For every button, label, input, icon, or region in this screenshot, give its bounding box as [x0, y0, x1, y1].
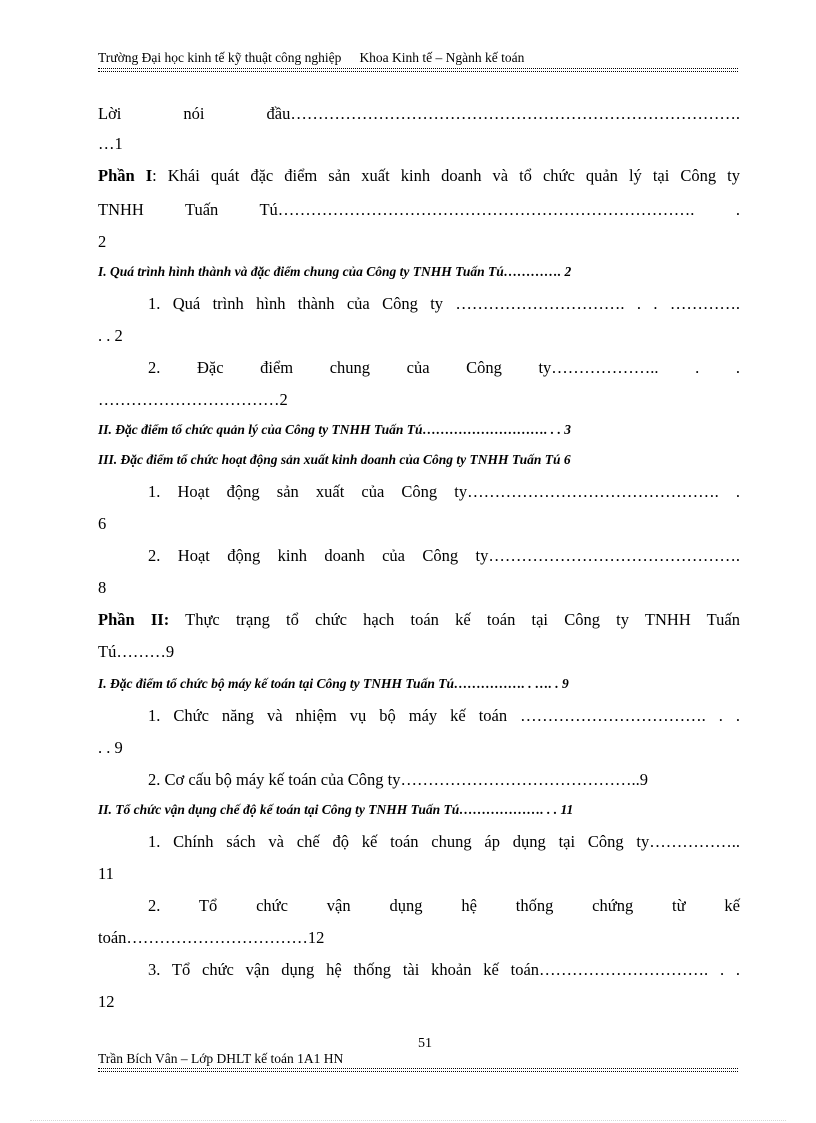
- toc-item-2-1-1-page: . . 9: [98, 738, 123, 757]
- toc-part2-label: Phần II:: [98, 610, 170, 629]
- toc-intro-page: …1: [98, 134, 123, 153]
- toc-part2-title: [98, 610, 740, 630]
- header-school: Trường Đại học kinh tế kỹ thuật công nghiệp: [98, 50, 342, 65]
- toc-section-2-2: II. Tổ chức vận dụng chế độ kế toán tại Công ty TNHH Tuấn Tú………………. . . 11: [98, 802, 574, 817]
- toc-item-1-1-2: 2. Đặc điểm chung của Công ty……………….. . .: [148, 358, 740, 377]
- footer-rule: [98, 1068, 738, 1072]
- toc-item-1-3-1: 1. Hoạt động sản xuất của Công ty………………………………………. .: [148, 482, 740, 501]
- toc-item-2-2-1: 1. Chính sách và chế độ kế toán chung áp dụng tại Công ty……………..: [148, 832, 740, 851]
- toc-part1-title: [98, 166, 740, 186]
- toc-item-2-2-1-page: 11: [98, 864, 114, 883]
- header-department: Khoa Kinh tế – Ngành kế toán: [359, 50, 525, 65]
- page-footer: Trần Bích Vân – Lớp DHLT kế toán 1A1 HN: [98, 1051, 344, 1066]
- toc-section-1-3: III. Đặc điểm tổ chức hoạt động sản xuất kinh doanh của Công ty TNHH Tuấn Tú 6: [98, 452, 571, 467]
- toc-part1-text: : Khái quát đặc điểm sản xuất kinh doanh và tổ chức quản lý tại Công ty: [152, 166, 740, 185]
- toc-part2-title-cont: Tú………9: [98, 642, 175, 661]
- toc-item-1-1-1-page: . . 2: [98, 326, 123, 345]
- toc-part1-title-cont: TNHH Tuấn Tú…………………………………………………………………. .: [98, 200, 740, 219]
- toc-part1-label: Phần I: [98, 166, 153, 185]
- toc-section-1-1: I. Quá trình hình thành và đặc điểm chung của Công ty TNHH Tuấn Tú…………. 2: [98, 264, 572, 279]
- toc-section-2-1: I. Đặc điểm tổ chức bộ máy kế toán tại Công ty TNHH Tuấn Tú……………. . …. . 9: [98, 676, 569, 691]
- toc-item-1-3-1-page: 6: [98, 514, 107, 533]
- toc-item-1-3-2-page: 8: [98, 578, 107, 597]
- page-bottom-rule: [30, 1120, 786, 1121]
- page-header: [98, 50, 524, 66]
- toc-item-2-2-3: 3. Tổ chức vận dụng hệ thống tài khoản kế toán…………………………. . .: [148, 960, 740, 979]
- header-rule: [98, 68, 738, 72]
- toc-item-1-1-2-cont: ……………………………2: [98, 390, 288, 409]
- toc-item-1-1-1: 1. Quá trình hình thành của Công ty …………………………. . . ………….: [148, 294, 740, 313]
- toc-section-1-2: II. Đặc điểm tổ chức quản lý của Công ty TNHH Tuấn Tú………………………. . . 3: [98, 422, 571, 437]
- page-number: 51: [418, 1036, 432, 1051]
- toc-item-2-1-1: 1. Chức năng và nhiệm vụ bộ máy kế toán ……………………………. . .: [148, 706, 740, 725]
- toc-item-2-1-2: 2. Cơ cấu bộ máy kế toán của Công ty……………………………………..9: [148, 770, 649, 789]
- toc-item-1-3-2: 2. Hoạt động kinh doanh của Công ty……………………………………….: [148, 546, 740, 565]
- toc-intro: Lời nói đầu……………………………………………………………………….: [98, 104, 740, 123]
- toc-item-2-2-2: 2. Tổ chức vận dụng hệ thống chứng từ kế: [148, 896, 740, 915]
- toc-item-2-2-3-page: 12: [98, 992, 115, 1011]
- toc-item-2-2-2-cont: toán……………………………12: [98, 928, 325, 947]
- toc-part2-text: Thực trạng tổ chức hạch toán kế toán tại Công ty TNHH Tuấn: [169, 610, 740, 629]
- toc-part1-page: 2: [98, 232, 107, 251]
